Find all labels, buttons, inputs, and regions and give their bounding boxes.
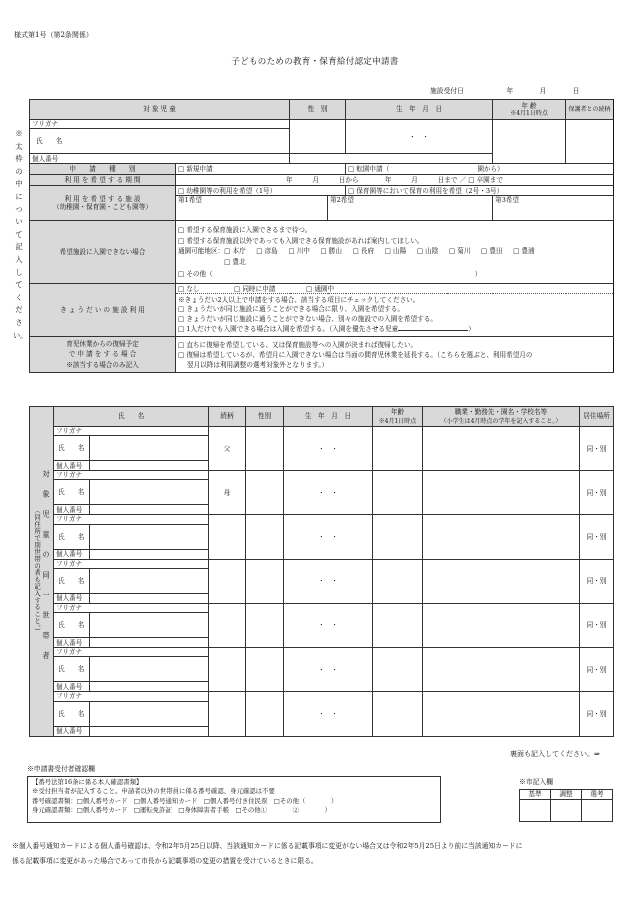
- member-gender[interactable]: [246, 559, 284, 603]
- member-name-label: 氏 名: [54, 701, 90, 726]
- member-age[interactable]: [373, 559, 423, 603]
- member-mynumber-label: 個人番号: [54, 682, 90, 692]
- transfer-application-cell[interactable]: [346, 164, 614, 175]
- household-row-3-line-1: [30, 515, 614, 524]
- member-job[interactable]: [423, 559, 580, 603]
- household-side-sub: （同住所で別世帯の者も記入すること。）: [33, 507, 42, 636]
- area-chofu-check[interactable]: □ 長府: [352, 247, 375, 256]
- form-number: 様式第1号（第2条関係）: [14, 31, 93, 39]
- member-relation[interactable]: 母: [209, 471, 246, 515]
- household-row-1-line-1: [30, 427, 614, 436]
- leave-return-check[interactable]: □ 直ちに復帰を希望している、又は保育施設等への入園が決まれば復帰したい。: [178, 340, 418, 349]
- member-gender[interactable]: [246, 603, 284, 647]
- siblings-label: き ょ う だ い の 施 設 利 用: [30, 284, 176, 337]
- member-mynumber-field[interactable]: [90, 726, 209, 736]
- application-type-label: 申 請 種 別: [30, 164, 176, 175]
- member-residence[interactable]: 同・別: [580, 515, 614, 559]
- cert-line-2: ※受付担当者が記入すること。申請者以外の世帯員に係る番号確認、身元確認は不要: [32, 787, 275, 796]
- siblings-options: [176, 294, 614, 337]
- member-job[interactable]: [423, 471, 580, 515]
- member-furigana-label[interactable]: フリガナ: [54, 648, 209, 657]
- member-name-field[interactable]: [90, 568, 209, 593]
- period-field[interactable]: 年 月 日から 年 月 日まで ／ □ 卒園まで: [176, 175, 614, 186]
- period-label: 利 用 を 希 望 す る 期 間: [30, 175, 176, 186]
- member-gender[interactable]: [246, 427, 284, 471]
- household-row-4-line-1: [30, 559, 614, 568]
- area-toyota-check[interactable]: □ 豊田: [481, 247, 503, 256]
- facility-choice-3[interactable]: 第3希望: [493, 196, 614, 221]
- member-age[interactable]: [373, 427, 423, 471]
- footer-line-2: 係る記載事項に変更があった場合であって市長から記載事項の変更の措置を受けているときに限る。: [12, 857, 318, 865]
- city-use-table: [519, 789, 613, 822]
- child-furigana-label: フリガナ: [30, 120, 290, 129]
- member-gender[interactable]: [246, 692, 284, 736]
- member-mynumber-field[interactable]: [90, 461, 209, 471]
- member-mynumber-field[interactable]: [90, 505, 209, 515]
- member-gender[interactable]: [246, 648, 284, 692]
- receipt-label: 施設受付日: [430, 87, 464, 95]
- member-relation[interactable]: [209, 692, 246, 736]
- member-name-label: 氏 名: [54, 657, 90, 682]
- hh-relation-header: 続柄: [209, 407, 246, 427]
- area-list: [224, 246, 543, 267]
- member-residence[interactable]: 同・別: [580, 648, 614, 692]
- application-table: [29, 99, 614, 373]
- member-name-field[interactable]: [90, 524, 209, 549]
- member-name-field[interactable]: [90, 657, 209, 682]
- leave-extend-check[interactable]: □ 復帰は希望しているが、希望月に入園できない場合は当面の間育児休業を延長する。（こちらを選ぶと、利用希望月の: [178, 350, 533, 359]
- transfer-application-check[interactable]: □ 転園申請（: [348, 165, 390, 174]
- member-name-field[interactable]: [90, 613, 209, 638]
- siblings-status: [176, 284, 614, 294]
- leave-label-3: ※該当する場合のみ記入: [66, 360, 139, 369]
- member-residence[interactable]: 同・別: [580, 471, 614, 515]
- facility-label: [30, 186, 176, 221]
- household-side-label: [30, 407, 54, 737]
- siblings-none-check[interactable]: □ なし: [178, 284, 200, 293]
- new-application-check[interactable]: □ 新規申請: [176, 164, 346, 175]
- leave-label-1: 育児休業からの復帰予定: [66, 339, 139, 348]
- receipt-year: 年: [506, 87, 514, 95]
- child-gender-cell[interactable]: [290, 120, 346, 154]
- member-relation[interactable]: 父: [209, 427, 246, 471]
- member-relation[interactable]: [209, 515, 246, 559]
- cert-title: ※申請書受付者確認欄: [27, 765, 95, 773]
- child-relation-cell[interactable]: [566, 120, 614, 164]
- child-header: 対 象 児 童: [30, 100, 290, 120]
- hh-job-label: 職業・勤務先・園名・学校名等: [454, 407, 548, 416]
- member-name-field[interactable]: [90, 436, 209, 461]
- side-note: ※太枠の中について記入してください。: [13, 129, 28, 340]
- facility-choice-2[interactable]: 第2希望: [328, 196, 493, 221]
- footer-line-1: ※個人番号通知カードによる個人番号確認は、令和2年5月25日以降、当該通知カードに係る記載事項に変更がない場合又は令和2年5月25日より前に当該通知カードに: [12, 842, 523, 850]
- back-side-note: 裏面も記入してください。⇒: [510, 750, 600, 758]
- member-name-field[interactable]: [90, 480, 209, 505]
- area-toyoura-check[interactable]: □ 豊浦: [513, 247, 535, 256]
- member-furigana-label[interactable]: フリガナ: [54, 515, 209, 524]
- member-birth[interactable]: ・ ・: [284, 515, 373, 559]
- member-job[interactable]: [423, 603, 580, 647]
- gender-header: 性 別: [290, 100, 346, 120]
- household-row-2-line-1: [30, 471, 614, 480]
- hh-age-label: 年齢: [390, 407, 405, 416]
- child-mynumber-cell[interactable]: [290, 154, 493, 164]
- area-sanyo-check[interactable]: □ 山陽: [384, 247, 407, 256]
- member-job[interactable]: [423, 515, 580, 559]
- member-name-label: 氏 名: [54, 480, 90, 505]
- member-furigana-label[interactable]: フリガナ: [54, 692, 209, 701]
- receipt-month: 月: [539, 87, 547, 95]
- member-job[interactable]: [423, 692, 580, 736]
- area-san-in-check[interactable]: □ 山陰: [416, 247, 439, 256]
- child-name-label[interactable]: 氏 名: [30, 129, 290, 154]
- member-furigana-label[interactable]: フリガナ: [54, 559, 209, 568]
- siblings-separate-check[interactable]: □ きょうだいが同じ施設に通うことができない場合、別々の施設での入園を希望する。: [178, 314, 437, 323]
- hh-residence-header: 居住場所: [580, 407, 614, 427]
- facility-option-2[interactable]: □ 保育園等において保育の利用を希望（2号・3号）: [346, 186, 614, 196]
- member-residence[interactable]: 同・別: [580, 427, 614, 471]
- household-side-title: 対象児童の同一世帯者: [41, 470, 51, 673]
- hh-job-header: [423, 407, 580, 427]
- member-name-label: 氏 名: [54, 524, 90, 549]
- member-gender[interactable]: [246, 471, 284, 515]
- facility-label-line1: 利 用 を 希 望 す る 施 設: [64, 195, 141, 203]
- member-mynumber-field[interactable]: [90, 682, 209, 692]
- city-adjust-cell[interactable]: [551, 800, 582, 822]
- age-note: ※4月1日時点: [510, 109, 548, 117]
- hh-age-header: [373, 407, 423, 427]
- child-birth-cell[interactable]: ・ ・: [346, 120, 493, 154]
- member-birth[interactable]: ・ ・: [284, 603, 373, 647]
- member-age[interactable]: [373, 471, 423, 515]
- member-residence[interactable]: 同・別: [580, 692, 614, 736]
- cert-line-1: 【番号法第16条に係る本人確認書類】: [32, 778, 143, 786]
- leave-label-2: で 申 請 を す る 場 合: [68, 350, 137, 359]
- relation-header: 保護者との続柄: [566, 100, 614, 120]
- hh-age-note: ※4月1日時点: [378, 417, 417, 425]
- member-furigana-label[interactable]: フリガナ: [54, 471, 209, 480]
- member-mynumber-field[interactable]: [90, 549, 209, 559]
- household-row-6-line-1: [30, 648, 614, 657]
- siblings-simul-check[interactable]: □ 同時に申請: [234, 284, 276, 293]
- receipt-date: [430, 87, 579, 95]
- member-gender[interactable]: [246, 515, 284, 559]
- wait-check[interactable]: □ 希望する保育施設に入園できるまで待つ。: [178, 226, 312, 235]
- city-col-standard: 基準: [520, 790, 551, 800]
- area-kawanaka-check[interactable]: □ 川中: [288, 247, 310, 256]
- member-age[interactable]: [373, 603, 423, 647]
- city-col-selection: 選考: [582, 790, 613, 800]
- member-residence[interactable]: 同・別: [580, 603, 614, 647]
- facility-option-1[interactable]: □ 幼稚園等の利用を希望（1号）: [176, 186, 346, 196]
- member-job[interactable]: [423, 648, 580, 692]
- member-name-field[interactable]: [90, 701, 209, 726]
- other-facility-check[interactable]: □ 希望する保育施設以外であっても入園できる保育施設があれば案内してほしい。: [178, 236, 424, 245]
- cannot-enter-options: [176, 221, 614, 284]
- siblings-same-check[interactable]: □ きょうだいが同じ施設に通うことができる場合に限り、入園を希望する。: [178, 305, 404, 314]
- hh-job-note: （小学生は4月時点の学年を記入すること。）: [440, 417, 562, 425]
- birth-header: 生 年 月 日: [346, 100, 493, 120]
- member-age[interactable]: [373, 648, 423, 692]
- cert-identity-docs[interactable]: 身元確認書類：□個人番号カード □運転免許証 □身体障害者手帳 □その他① ② ）: [32, 806, 331, 815]
- member-age[interactable]: [373, 692, 423, 736]
- member-birth[interactable]: ・ ・: [284, 648, 373, 692]
- member-name-label: 氏 名: [54, 613, 90, 638]
- area-group: [178, 246, 611, 267]
- document-title: 子どものための教育・保育給付認定申請書: [231, 57, 399, 67]
- member-relation[interactable]: [209, 648, 246, 692]
- member-residence[interactable]: 同・別: [580, 559, 614, 603]
- member-birth[interactable]: ・ ・: [284, 559, 373, 603]
- siblings-note: ※きょうだい2人以上で申請をする場合、該当する項目にチェックしてください。: [178, 295, 420, 304]
- member-name-label: 氏 名: [54, 568, 90, 593]
- member-furigana-label[interactable]: フリガナ: [54, 603, 209, 612]
- member-mynumber-label: 個人番号: [54, 505, 90, 515]
- city-standard-cell[interactable]: [520, 800, 551, 822]
- city-selection-cell[interactable]: [582, 800, 613, 822]
- hh-gender-header: 性別: [246, 407, 284, 427]
- transfer-from-label: 園から）: [477, 165, 504, 174]
- city-use-title: ※市記入欄: [519, 778, 553, 786]
- cert-box: [27, 776, 441, 823]
- facility-choice-1[interactable]: 第1希望: [176, 196, 328, 221]
- siblings-one-text[interactable]: □ 1人だけでも入園できる場合は入園を希望する。（入園を優先させる児童: [178, 325, 399, 334]
- cert-number-docs[interactable]: 番号確認書類：□個人番号カード □個人番号通知カード □個人番号付き住民票 □その他（ ）: [32, 796, 338, 805]
- hh-name-header: 氏 名: [54, 407, 209, 427]
- member-birth[interactable]: ・ ・: [284, 427, 373, 471]
- siblings-attending-check[interactable]: □ 通園中: [306, 284, 335, 293]
- area-label: 通園可能地区：: [178, 247, 225, 256]
- area-hikoshima-check[interactable]: □ 彦島: [256, 247, 278, 256]
- other-area-close: ）: [474, 270, 482, 279]
- facility-label-line2: （幼稚園・保育園・こども園等）: [53, 203, 152, 212]
- household-table: [29, 406, 614, 737]
- footer-note: [12, 839, 620, 869]
- member-birth[interactable]: ・ ・: [284, 471, 373, 515]
- member-relation[interactable]: [209, 603, 246, 647]
- household-row-5-line-1: [30, 603, 614, 612]
- child-mynumber-label[interactable]: 個人番号: [30, 154, 290, 164]
- other-area-check[interactable]: □ その他（: [178, 270, 213, 279]
- child-age-cell[interactable]: [493, 120, 566, 164]
- leave-extend-note: 翌月以降は利用調整の選考対象外となります。）: [187, 360, 329, 369]
- member-mynumber-label: 個人番号: [54, 593, 90, 603]
- area-kikugawa-check[interactable]: □ 菊川: [448, 247, 471, 256]
- area-honcho-check[interactable]: □ 本庁: [224, 247, 246, 256]
- cannot-enter-label: 希望施設に入園できない場合: [30, 221, 176, 284]
- other-area-field[interactable]: [178, 269, 611, 280]
- age-label: 年 齢: [521, 101, 537, 110]
- hh-birth-header: 生 年 月 日: [284, 407, 373, 427]
- member-birth[interactable]: ・ ・: [284, 692, 373, 736]
- childcare-leave-label: [30, 337, 176, 373]
- siblings-one-check[interactable]: □ 1人だけでも入園できる場合は入園を希望する。（入園を優先させる児童 ）: [178, 325, 475, 334]
- area-hohoku-check[interactable]: □ 豊北: [224, 257, 246, 266]
- childcare-leave-options: [176, 337, 614, 373]
- member-name-label: 氏 名: [54, 436, 90, 461]
- member-mynumber-label: 個人番号: [54, 638, 90, 648]
- area-katsuyama-check[interactable]: □ 勝山: [320, 247, 342, 256]
- member-mynumber-label: 個人番号: [54, 549, 90, 559]
- member-mynumber-field[interactable]: [90, 638, 209, 648]
- age-header: [493, 100, 566, 120]
- member-mynumber-field[interactable]: [90, 593, 209, 603]
- member-age[interactable]: [373, 515, 423, 559]
- member-mynumber-label: 個人番号: [54, 726, 90, 736]
- household-row-7-line-1: [30, 692, 614, 701]
- member-mynumber-label: 個人番号: [54, 461, 90, 471]
- member-relation[interactable]: [209, 559, 246, 603]
- receipt-day: 日: [572, 87, 580, 95]
- member-furigana-label[interactable]: フリガナ: [54, 427, 209, 436]
- member-job[interactable]: [423, 427, 580, 471]
- city-col-adjust: 調整: [551, 790, 582, 800]
